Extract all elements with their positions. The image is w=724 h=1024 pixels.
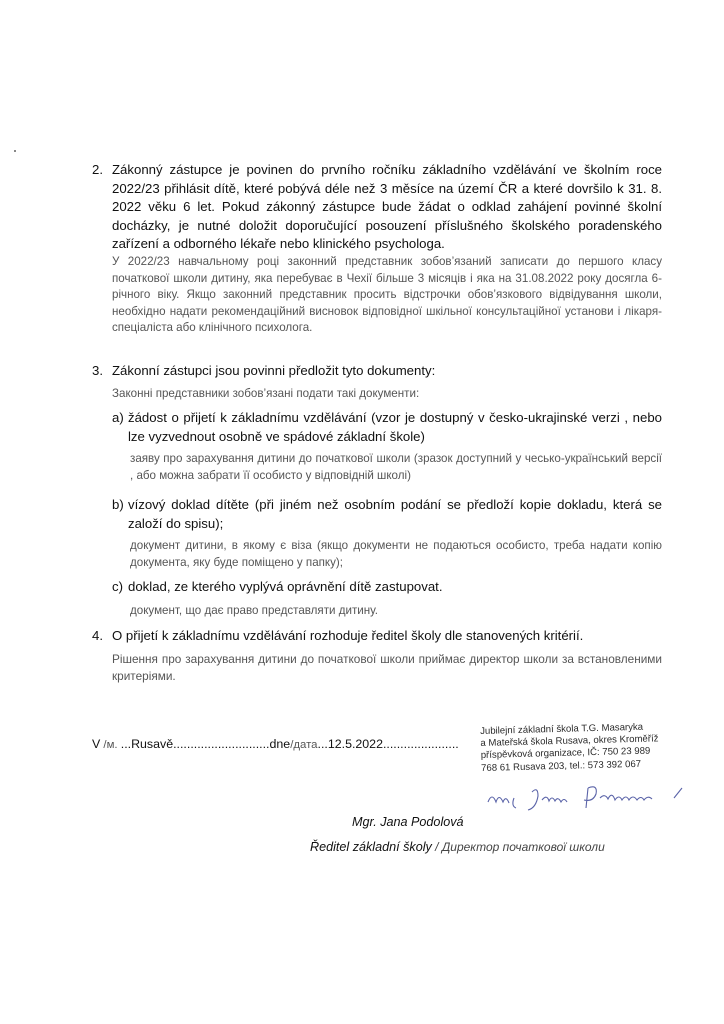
item-4-ukrainian: Рішення про зарахування дитини до початкової школи приймає директор школи за встановленими критеріями.	[112, 652, 662, 683]
item-number: 2.	[92, 162, 103, 177]
stamp-line: příspěvková organizace, IČ: 750 23 989	[480, 745, 651, 762]
subitem-c-ukrainian: документ, що дає право представляти дитину.	[130, 604, 379, 617]
place-label-ua: /м.	[100, 739, 121, 751]
signatory-name: Mgr. Jana Podolová	[352, 815, 464, 829]
date-value: ...12.5.2022......................	[317, 737, 459, 751]
stamp-line: a Mateřská škola Rusava, okres Kroměříž	[480, 733, 659, 750]
item-3-ukrainian: Законні представники зобов’язані подати такі документи:	[112, 387, 420, 400]
item-text-cz: O přijetí k základnímu vzdělávání rozhoduje ředitel školy dle stanovených kritérií.	[112, 628, 584, 643]
school-stamp	[480, 721, 681, 775]
item-text-cz: Zákonní zástupci jsou povinni předložit tyto dokumenty:	[112, 363, 436, 378]
subitem-letter: c)	[112, 579, 123, 594]
place-date-line	[92, 737, 459, 751]
subitem-text-cz: doklad, ze kterého vyplývá oprávnění dítě zastupovat.	[128, 579, 443, 594]
place-value: ...Rusavě............................	[120, 737, 270, 751]
item-3	[92, 362, 662, 381]
place-label: V	[92, 737, 101, 751]
item-number: 3.	[92, 363, 103, 378]
subitem-letter: b)	[112, 497, 124, 512]
item-text-cz: Zákonný zástupce je povinen do prvního ročníku základního vzdělávání ve školním roce 2022/23 přihlásit dítě, které pobývá déle než 3 měsíce na území ČR a které dovršilo k 31. 8. 2022 věku 6 let. Pokud zákonný zástupce bude žádat o odklad zahájení povinné školní docházky, je nutné doložit doporučující posouzení příslušného školského poradenského zařízení a odborného lékaře nebo klinického psychologa.	[112, 162, 662, 252]
subitem-b	[112, 496, 662, 533]
subitem-a-ukrainian: заяву про зарахування дитини до початкової школи (зразок доступний у чесько-український версії , або можна забрати її особисто у відповідній школі)	[130, 452, 662, 482]
signatory-title-ua: / Директор початкової школи	[431, 840, 605, 854]
signatory-title	[310, 840, 605, 854]
item-2-ukrainian: У 2022/23 навчальному році законний представник зобов’язаний записати до першого класу початкової школи дитину, яка перебуває в Чехії більше 3 місяців і яка на 31.08.2022 року досягла 6-річного віку. Якщо законний представник просить відстрочки обов’язкового відвідування школи, необхідно надати рекомендаційний висновок відповідної шкільної консультаційної установи і лікаря-спеціаліста або клінічного психолога.	[112, 255, 662, 335]
signatory-title-cz: Ředitel základní školy	[310, 840, 432, 854]
subitem-c	[112, 578, 662, 597]
date-label: dne	[269, 737, 291, 751]
handwritten-signature	[470, 780, 700, 816]
item-2	[92, 161, 662, 254]
item-4	[92, 627, 662, 646]
subitem-a	[112, 409, 662, 446]
date-label-ua: /дата	[290, 739, 318, 751]
subitem-letter: a)	[112, 410, 124, 425]
item-number: 4.	[92, 628, 103, 643]
stamp-line: Jubilejní základní škola T.G. Masaryka	[480, 721, 644, 737]
margin-mark	[14, 150, 16, 152]
stamp-line: 768 61 Rusava 203, tel.: 573 392 067	[480, 758, 642, 774]
subitem-b-ukrainian: документ дитини, в якому є віза (якщо документи не подаються особисто, треба надати копію документа, яку буде поміщено у папку);	[130, 539, 662, 569]
subitem-text-cz: žádost o přijetí k základnímu vzdělávání (vzor je dostupný v česko-ukrajinské verzi , nebo lze vyzvednout osobně ve spádové základní škole)	[128, 410, 662, 444]
subitem-text-cz: vízový doklad dítěte (při jiném než osobním podání se předloží kopie dokladu, která se založí do spisu);	[128, 497, 662, 531]
